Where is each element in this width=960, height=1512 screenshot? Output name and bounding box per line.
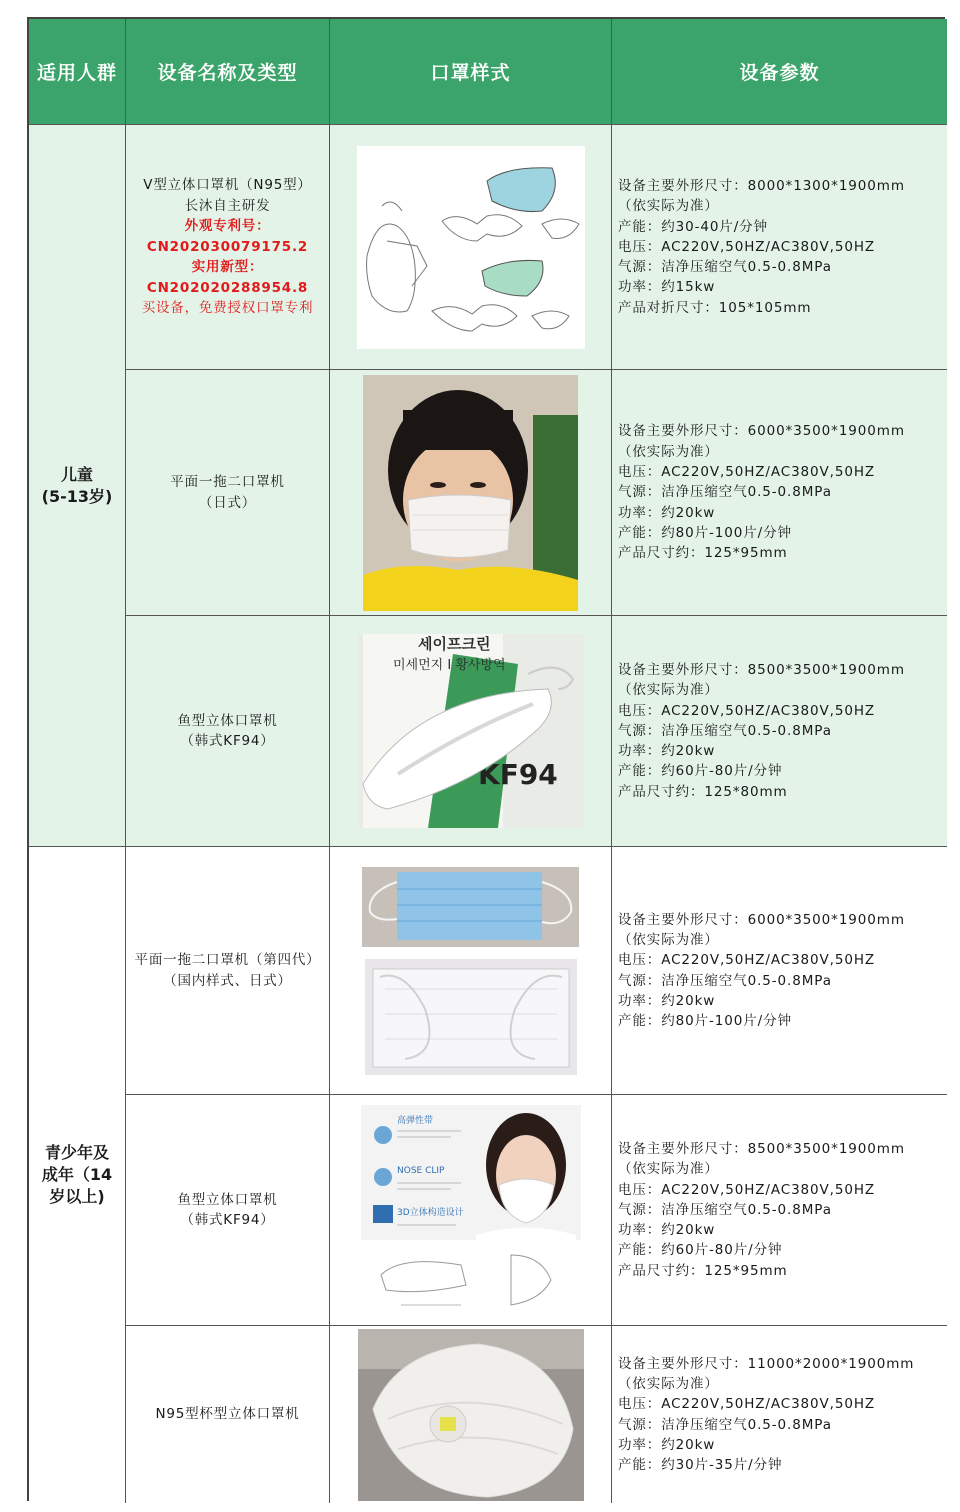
row3-name-line: （韩式KF94）: [180, 733, 275, 749]
n95-cup-mask-photo: [358, 1329, 584, 1501]
row2-name-line: （日式）: [198, 494, 257, 511]
row2-param: 设备主要外形尺寸：6000*3500*1900mm: [618, 423, 905, 440]
kf94-brand-korean: 세이프크린: [417, 635, 490, 653]
row5-param: 设备主要外形尺寸：8500*3500*1900mm: [618, 1140, 905, 1157]
row4-param: 产能：约80片-100片/分钟: [618, 1013, 792, 1030]
row1-param: 产能：约30-40片/分钟: [618, 218, 768, 235]
header-device-name: 设备名称及类型: [126, 19, 330, 125]
row2-param: 气源：洁净压缩空气0.5-0.8MPa: [618, 484, 832, 501]
blue-flat-mask-photo: [362, 867, 579, 947]
kf94-package-photo: [358, 634, 584, 828]
feature-nose-clip: NOSE CLIP: [396, 1166, 444, 1176]
group-children-label: 儿童: [60, 464, 93, 484]
row1-param: （依实际为准）: [618, 198, 719, 215]
row5-param: 电压：AC220V,50HZ/AC380V,50HZ: [618, 1181, 876, 1198]
row5-param: 气源：洁净压缩空气0.5-0.8MPa: [618, 1201, 832, 1218]
row3-param: 气源：洁净压缩空气0.5-0.8MPa: [618, 722, 832, 739]
row6-param: 气源：洁净压缩空气0.5-0.8MPa: [618, 1416, 832, 1433]
row4-name: [126, 847, 330, 1095]
group-children: [29, 125, 126, 847]
row3-param: 功率：约20kw: [618, 743, 716, 760]
row4-name-line: （国内样式、日式）: [163, 972, 292, 989]
white-flat-mask-photo: [365, 959, 577, 1075]
row1-mask-image-cell: [330, 125, 612, 370]
row3-mask-image-cell: [330, 616, 612, 847]
row3-name-line: 鱼型立体口罩机: [177, 712, 278, 729]
kf94-subtitle-korean: 미세먼지 I 황사방역: [392, 658, 506, 673]
row1-utility-label: 实用新型：: [191, 259, 264, 276]
row1-param: 功率：约15kw: [618, 279, 716, 296]
row1-param: 气源：洁净压缩空气0.5-0.8MPa: [618, 259, 832, 276]
row2-param: 产能：约80片-100片/分钟: [618, 524, 792, 541]
row1-param: 电压：AC220V,50HZ/AC380V,50HZ: [618, 238, 876, 255]
row4-param: 设备主要外形尺寸：6000*3500*1900mm: [618, 911, 905, 928]
row1-patent-number: CN202030079175.2: [146, 238, 309, 255]
feature-elastic-band: 高弹性带: [396, 1116, 433, 1126]
row6-name: [126, 1326, 330, 1503]
row3-param: （依实际为准）: [618, 682, 719, 699]
row1-params: [612, 125, 947, 370]
header-mask-style: 口罩样式: [330, 19, 612, 125]
row4-params: [612, 847, 947, 1095]
row6-mask-image-cell: [330, 1326, 612, 1503]
v-mask-sketch-image: [357, 146, 585, 349]
row5-mask-image-cell: [330, 1095, 612, 1326]
row2-name: [126, 370, 330, 616]
row4-param: 气源：洁净压缩空气0.5-0.8MPa: [618, 972, 832, 989]
row3-params: [612, 616, 947, 847]
group-teens-adults: [29, 847, 126, 1503]
row2-mask-image-cell: [330, 370, 612, 616]
row6-param: 电压：AC220V,50HZ/AC380V,50HZ: [618, 1396, 876, 1413]
row2-params: [612, 370, 947, 616]
row5-param: 功率：约20kw: [618, 1222, 716, 1239]
row3-param: 电压：AC220V,50HZ/AC380V,50HZ: [618, 702, 876, 719]
row1-utility-number: CN202020288954.8: [146, 279, 309, 296]
row2-param: 功率：约20kw: [618, 504, 716, 521]
row4-param: 电压：AC220V,50HZ/AC380V,50HZ: [618, 952, 876, 969]
row3-param: 产能：约60片-80片/分钟: [618, 763, 783, 780]
row1-name: [126, 125, 330, 370]
row4-mask-image-cell: [330, 847, 612, 1095]
row1-param: 产品对折尺寸：105*105mm: [618, 299, 812, 316]
mask-machine-table: [27, 17, 945, 1501]
row1-param: 设备主要外形尺寸：8000*1300*1900mm: [618, 177, 905, 194]
kf94-label: KF94: [477, 758, 558, 791]
row5-param: 产能：约60片-80片/分钟: [618, 1242, 783, 1259]
group-teens-label: 青少年及: [44, 1143, 109, 1162]
row6-params: [612, 1326, 947, 1503]
row6-param: （依实际为准）: [618, 1375, 719, 1392]
row5-name-line: 鱼型立体口罩机: [177, 1191, 278, 1208]
header-audience: 适用人群: [29, 19, 126, 125]
row5-param: 产品尺寸约：125*95mm: [618, 1262, 788, 1279]
row1-license-note: 买设备，免费授权口罩专利: [141, 300, 314, 317]
child-wearing-flat-mask-photo: [363, 375, 578, 611]
row4-name-line: 平面一拖二口罩机（第四代）: [134, 952, 321, 968]
row4-param: （依实际为准）: [618, 931, 719, 948]
row1-patent-label: 外观专利号：: [184, 218, 271, 235]
row2-name-line: 平面一拖二口罩机: [170, 474, 285, 490]
feature-3d-design: 3D立体构造设计: [396, 1208, 464, 1218]
row2-param: （依实际为准）: [618, 443, 719, 460]
row5-param: （依实际为准）: [618, 1161, 719, 1178]
header-params: 设备参数: [612, 19, 947, 125]
row6-param: 功率：约20kw: [618, 1436, 716, 1453]
row5-params: [612, 1095, 947, 1326]
group-teens-label: 成年（14: [41, 1165, 113, 1184]
row3-param: 产品尺寸约：125*80mm: [618, 783, 788, 800]
kf94-woman-diagram-image: [361, 1105, 581, 1315]
row2-param: 产品尺寸约：125*95mm: [618, 545, 788, 562]
group-teens-label: 岁以上): [49, 1187, 105, 1206]
row3-param: 设备主要外形尺寸：8500*3500*1900mm: [618, 661, 905, 678]
row5-name: [126, 1095, 330, 1326]
group-children-age: (5-13岁): [41, 486, 113, 506]
row4-param: 功率：约20kw: [618, 992, 716, 1009]
row5-name-line: （韩式KF94）: [180, 1212, 275, 1228]
row6-name-line: N95型杯型立体口罩机: [155, 1406, 300, 1423]
row6-param: 产能：约30片-35片/分钟: [618, 1457, 783, 1474]
row1-name-line: V型立体口罩机（N95型）: [143, 177, 312, 194]
row2-param: 电压：AC220V,50HZ/AC380V,50HZ: [618, 464, 876, 481]
row3-name: [126, 616, 330, 847]
row1-name-line: 长沐自主研发: [184, 197, 271, 214]
row6-param: 设备主要外形尺寸：11000*2000*1900mm: [618, 1355, 915, 1372]
